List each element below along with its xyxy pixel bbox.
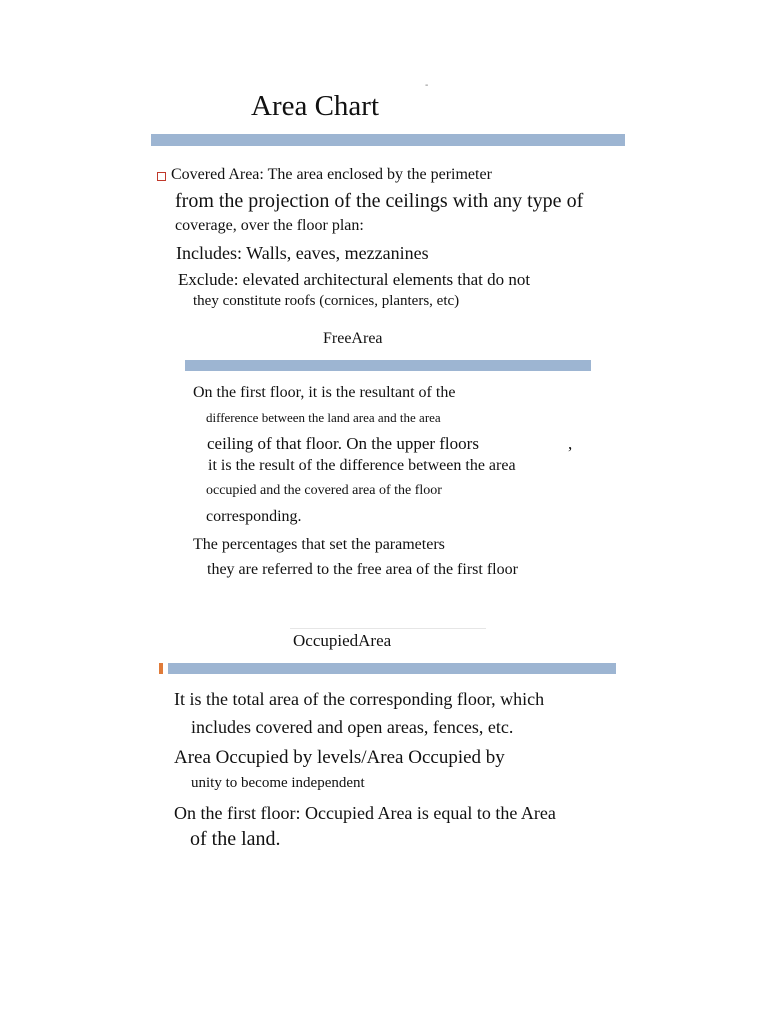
occupied-l1: It is the total area of the corresponding floor, which xyxy=(174,689,545,709)
free-q2: they are referred to the free area of the first floor xyxy=(207,561,518,578)
occupied-l2: includes covered and open areas, fences, etc. xyxy=(191,717,514,737)
title-divider-bar xyxy=(151,134,625,146)
covered-includes: Includes: Walls, eaves, mezzanines xyxy=(176,243,429,263)
faint-rule xyxy=(290,628,486,629)
occupied-l3: Area Occupied by levels/Area Occupied by xyxy=(174,747,505,768)
occupied-l4: unity to become independent xyxy=(191,775,365,791)
free-p1: On the first floor, it is the resultant of the xyxy=(193,384,456,401)
occupied-l6: of the land. xyxy=(190,828,281,850)
covered-exclude-1: Exclude: elevated architectural elements that do not xyxy=(178,270,531,289)
occupied-area-divider-bar xyxy=(168,663,616,674)
free-p3-comma: , xyxy=(568,434,573,453)
page-title: Area Chart xyxy=(251,90,380,122)
square-bullet-icon xyxy=(157,172,166,181)
free-area-heading: FreeArea xyxy=(323,330,383,347)
stray-mark: - xyxy=(425,80,429,91)
covered-line-2: from the projection of the ceilings with any type of xyxy=(175,190,584,212)
occupied-area-heading: OccupiedArea xyxy=(293,631,392,650)
occupied-l5: On the first floor: Occupied Area is equal to the Area xyxy=(174,803,556,823)
free-p6: corresponding. xyxy=(206,508,302,525)
covered-exclude-2: they constitute roofs (cornices, planters, etc) xyxy=(193,293,460,309)
free-p5: occupied and the covered area of the floor xyxy=(206,483,442,498)
free-p2: difference between the land area and the area xyxy=(206,410,441,425)
free-p4: it is the result of the difference between the area xyxy=(208,457,516,474)
covered-line-3: coverage, over the floor plan: xyxy=(175,217,364,234)
free-p3: ceiling of that floor. On the upper floors xyxy=(207,434,479,453)
covered-line-1: Covered Area: The area enclosed by the perimeter xyxy=(171,166,492,183)
free-area-divider-bar xyxy=(185,360,591,371)
free-q1: The percentages that set the parameters xyxy=(193,536,445,553)
orange-bullet-icon xyxy=(159,663,163,674)
